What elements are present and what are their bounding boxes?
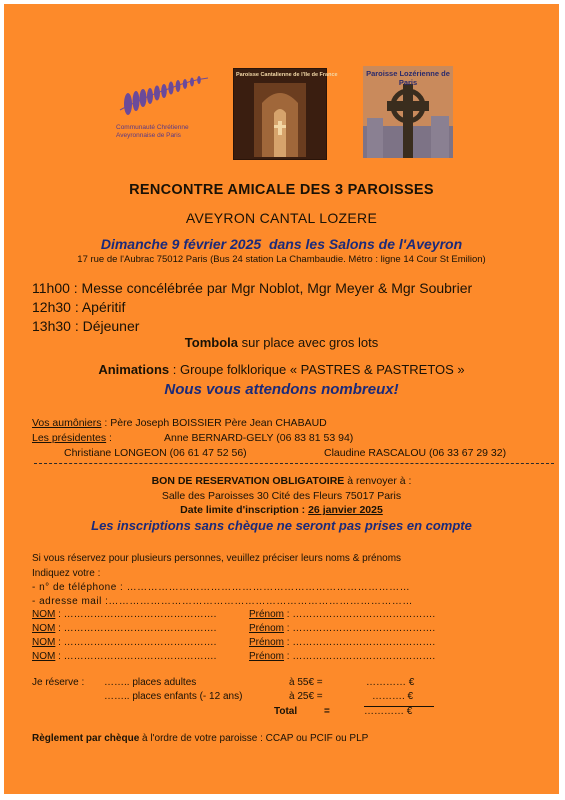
child-places-field[interactable]: …….. places enfants (- 12 ans) (104, 691, 243, 702)
ccap-logo-text: Communauté Chrétienne Aveyronnaise de Paris (116, 124, 189, 139)
prenom-label: Prénom (249, 651, 285, 662)
deadline-line (4, 504, 559, 516)
prenom-field[interactable]: : ……………………………………. (284, 609, 436, 620)
payment-text: à l'ordre de votre paroisse : CCAP ou PCIF ou PLP (142, 733, 369, 744)
name-row[interactable] (32, 623, 216, 634)
payment-line (32, 733, 368, 744)
total-equals: = (324, 706, 330, 717)
event-date-line (4, 236, 559, 252)
phone-field[interactable]: - n° de téléphone : ……………………………………………………………………… (32, 582, 411, 593)
child-sum-field[interactable]: ………. € (372, 691, 414, 702)
firstname-row[interactable] (249, 651, 435, 662)
animations-line (4, 362, 559, 377)
prenom-field[interactable]: : ……………………………………. (284, 637, 436, 648)
procession-icon (116, 66, 216, 124)
plp-logo-text: Paroisse Lozérienne de Paris (366, 69, 450, 87)
tombola-label: Tombola (184, 335, 238, 350)
presidents-label: Les présidentes (32, 432, 107, 444)
pcif-logo-text: Paroisse Cantalienne de l'Ile de France (236, 72, 338, 78)
nom-label: NOM (32, 623, 56, 634)
program-item: 13h30 : Déjeuner (32, 318, 140, 334)
reserve-label: Je réserve : (32, 677, 85, 688)
tombola-text: sur place avec gros lots (241, 335, 379, 350)
chaplains-line (32, 417, 327, 429)
nom-field[interactable]: : ………………………………………. (55, 651, 217, 662)
ccap-logo (116, 66, 216, 161)
tombola-line (4, 335, 559, 350)
child-price: à 25€ = (289, 691, 323, 702)
chaplains-names: : Père Joseph BOISSIER Père Jean CHABAUD (104, 417, 327, 429)
event-date: Dimanche 9 février 2025 (100, 236, 262, 252)
nom-field[interactable]: : ………………………………………. (55, 623, 217, 634)
firstname-row[interactable] (249, 623, 435, 634)
event-title: RENCONTRE AMICALE DES 3 PAROISSES (129, 182, 434, 198)
name-row[interactable] (32, 637, 216, 648)
animations-label: Animations (98, 362, 170, 377)
form-indiquez: Indiquez votre : (32, 568, 101, 579)
total-label: Total (274, 706, 298, 717)
reservation-title (4, 475, 559, 487)
nom-field[interactable]: : ………………………………………. (55, 637, 217, 648)
prenom-label: Prénom (249, 623, 285, 634)
president-contact: Christiane LONGEON (06 61 47 52 56) (64, 447, 247, 459)
firstname-row[interactable] (249, 609, 435, 620)
prenom-label: Prénom (249, 609, 285, 620)
program-item: 12h30 : Apéritif (32, 299, 126, 315)
president-contact: Anne BERNARD-GELY (06 83 81 53 94) (164, 432, 354, 444)
adult-price: à 55€ = (289, 677, 323, 688)
name-row[interactable] (32, 609, 216, 620)
firstname-row[interactable] (249, 637, 435, 648)
reservation-title-bold: BON DE RESERVATION OBLIGATOIRE (151, 475, 345, 487)
cathedral-window-icon (234, 69, 326, 159)
total-field[interactable]: ………… € (364, 706, 413, 717)
nom-label: NOM (32, 651, 56, 662)
animations-text: : Groupe folklorique « PASTRES & PASTRETOS » (172, 362, 465, 377)
cheque-warning: Les inscriptions sans chèque ne seront pas prises en compte (91, 518, 472, 533)
prenom-field[interactable]: : ……………………………………. (284, 651, 436, 662)
deadline-date: 26 janvier 2025 (308, 504, 383, 516)
chaplains-label: Vos aumôniers (32, 417, 102, 429)
prenom-field[interactable]: : ……………………………………. (284, 623, 436, 634)
presidents-line: Les présidentes : (32, 432, 112, 444)
event-address: 17 rue de l'Aubrac 75012 Paris (Bus 24 station La Chambaudie. Métro : ligne 14 Cour St Emilion) (77, 254, 486, 265)
president-contact: Claudine RASCALOU (06 33 67 29 32) (324, 447, 507, 459)
program-item: 11h00 : Messe concélébrée par Mgr Noblot, Mgr Meyer & Mgr Soubrier (32, 280, 473, 296)
form-intro: Si vous réservez pour plusieurs personnes, veuillez préciser leurs noms & prénoms (32, 553, 402, 564)
adult-places-field[interactable]: …….. places adultes (104, 677, 197, 688)
plp-logo (363, 66, 453, 158)
nom-label: NOM (32, 637, 56, 648)
prenom-label: Prénom (249, 637, 285, 648)
adult-sum-field[interactable]: ………… € (366, 677, 415, 688)
name-row[interactable] (32, 651, 216, 662)
reservation-place: Salle des Paroisses 30 Cité des Fleurs 75017 Paris (161, 490, 402, 502)
event-venue: dans les Salons de l'Aveyron (268, 236, 463, 252)
event-subtitle: AVEYRON CANTAL LOZERE (185, 210, 378, 226)
flyer-page (4, 4, 559, 794)
nom-field[interactable]: : ………………………………………. (55, 609, 217, 620)
reservation-title-rest: à renvoyer à : (347, 475, 412, 487)
attend-message: Nous vous attendons nombreux! (164, 381, 399, 398)
cut-line (34, 463, 554, 464)
nom-label: NOM (32, 609, 56, 620)
email-field[interactable]: - adresse mail :…………………………………………………………………………… (32, 596, 413, 607)
payment-label: Règlement par chèque (32, 733, 140, 744)
deadline-label: Date limite d'inscription : (180, 504, 306, 516)
pcif-logo (233, 68, 338, 160)
